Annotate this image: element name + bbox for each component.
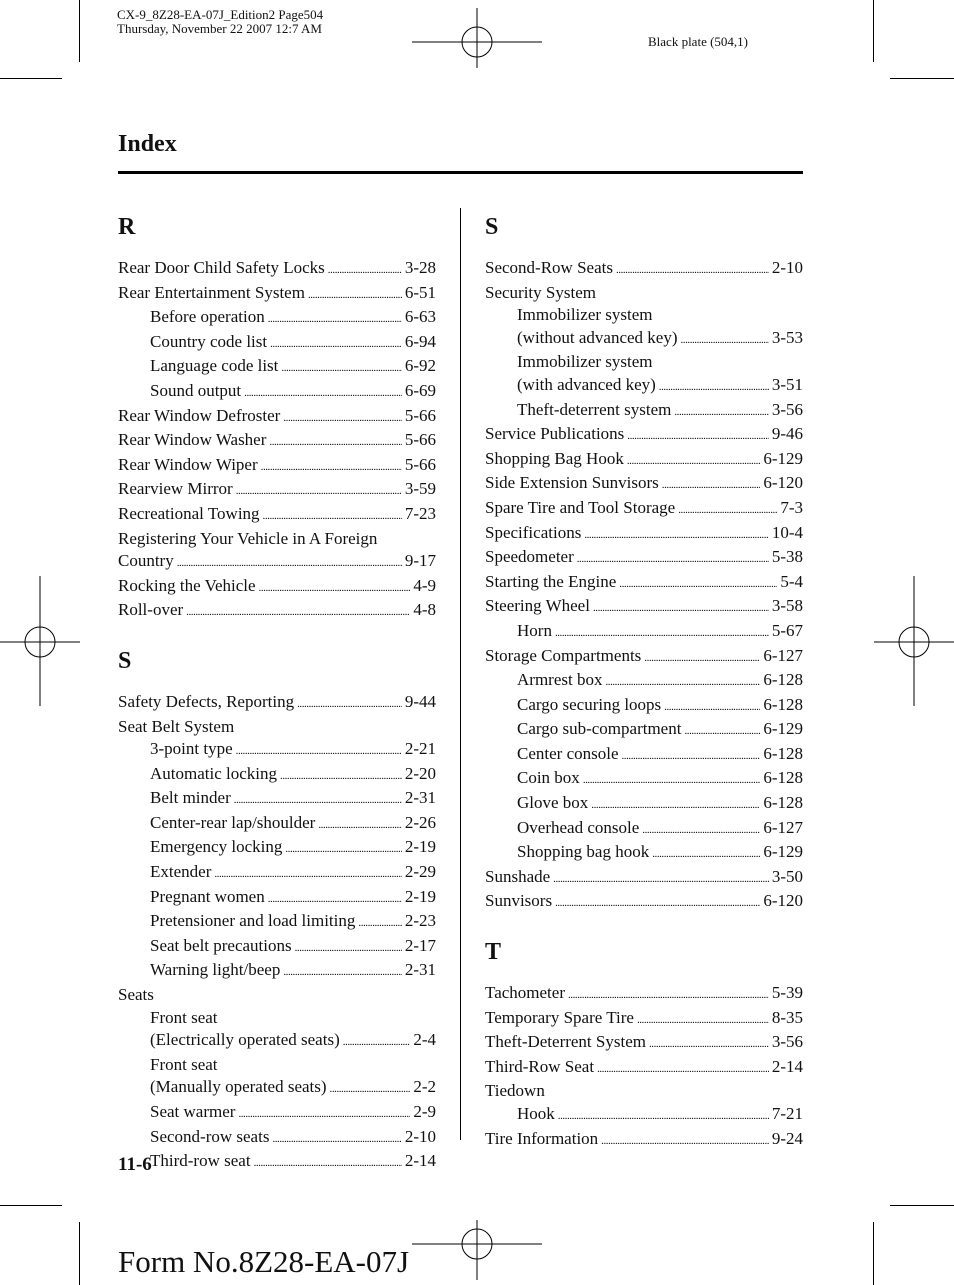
section-gap [485, 915, 803, 937]
dot-leader [285, 836, 401, 861]
dot-leader [627, 423, 769, 448]
dot-leader [186, 599, 410, 624]
dot-leader [177, 550, 402, 575]
entry-page-ref: 6-92 [404, 356, 436, 376]
entry-page-ref: 2-9 [413, 1102, 436, 1121]
registration-mark-left-icon [0, 576, 80, 706]
index-entry [118, 550, 436, 575]
registration-mark-bottom-icon [412, 1220, 542, 1280]
dot-leader [555, 890, 760, 915]
entry-page-ref: 2-23 [404, 911, 436, 931]
entry-page-ref: 9-17 [404, 551, 436, 571]
crop-mark [890, 1205, 954, 1206]
index-entry [485, 571, 803, 596]
entry-page-ref: 2-2 [413, 1077, 436, 1097]
dot-leader [318, 812, 401, 837]
entry-label: Shopping bag hook [517, 842, 650, 862]
index-entry [485, 1007, 803, 1032]
index-subentry [485, 767, 803, 792]
entry-label: Starting the Engine [485, 571, 617, 591]
entry-page-ref: 2-4 [413, 1030, 436, 1050]
entry-label: Rearview Mirror [118, 479, 233, 499]
index-column-right [485, 212, 803, 1152]
entry-label: Side Extension Sunvisors [485, 473, 659, 493]
index-entry [485, 645, 803, 670]
dot-leader [280, 763, 402, 788]
dot-leader [358, 910, 401, 935]
entry-label: Spare Tire and Tool Storage [485, 497, 676, 517]
index-entry [118, 405, 436, 430]
entry-page-ref: 3-51 [771, 374, 803, 394]
dot-leader [681, 327, 769, 352]
entry-page-ref: 3-50 [771, 866, 803, 886]
dot-leader [568, 982, 769, 1007]
dot-leader [244, 380, 402, 405]
index-subentry [485, 817, 803, 842]
entry-page-ref: 5-39 [771, 983, 803, 1003]
dot-leader [553, 866, 769, 891]
column-divider [460, 208, 461, 1140]
entry-page-ref: 2-17 [404, 935, 436, 955]
dot-leader [295, 935, 402, 960]
page-number: 11-6 [118, 1154, 152, 1175]
index-subentry [118, 836, 436, 861]
entry-page-ref: 2-21 [404, 739, 436, 759]
dot-leader [268, 886, 402, 911]
index-subentry [485, 718, 803, 743]
index-subentry [118, 380, 436, 405]
index-entry [485, 448, 803, 473]
index-entry [118, 575, 436, 600]
entry-label: Pretensioner and load limiting [150, 911, 356, 931]
entry-page-ref: 5-66 [404, 430, 436, 450]
index-subentry [118, 763, 436, 788]
index-entry [485, 522, 803, 547]
dot-leader [281, 355, 401, 380]
entry-page-ref: 7-21 [771, 1104, 803, 1123]
index-subentry [118, 1076, 436, 1101]
entry-label: Hook [517, 1104, 555, 1123]
index-subentry [118, 1150, 436, 1175]
index-subentry [118, 331, 436, 356]
entry-label: Rear Window Defroster [118, 405, 281, 425]
index-entry [118, 478, 436, 503]
entry-label: Country [118, 551, 174, 571]
entry-page-ref: 5-66 [404, 454, 436, 474]
dot-leader [678, 497, 777, 522]
entry-label: Theft-Deterrent System [485, 1032, 646, 1052]
dot-leader [234, 787, 402, 812]
dot-leader [642, 817, 760, 842]
dot-leader [214, 861, 401, 886]
entry-label: Safety Defects, Reporting [118, 691, 295, 711]
black-plate-label: Black plate (504,1) [648, 34, 748, 49]
dot-leader [283, 405, 401, 430]
entry-label: (with advanced key) [517, 374, 656, 394]
entry-label: Country code list [150, 331, 268, 351]
entry-page-ref: 2-20 [404, 763, 436, 783]
dot-leader [259, 575, 411, 600]
index-entry [485, 982, 803, 1007]
entry-label: Language code list [150, 356, 279, 376]
index-subentry [485, 694, 803, 719]
dot-leader [254, 1150, 402, 1175]
entry-label: Sunshade [485, 866, 551, 886]
index-entry [485, 423, 803, 448]
index-subentry [485, 669, 803, 694]
dot-leader [644, 645, 760, 670]
entry-label: Pregnant women [150, 886, 265, 906]
index-subentry [485, 327, 803, 352]
index-subentry [485, 374, 803, 399]
dot-leader [283, 959, 401, 984]
index-entry [118, 282, 436, 307]
entry-label: Armrest box [517, 670, 603, 690]
entry-page-ref: 2-19 [404, 886, 436, 906]
index-entry [118, 257, 436, 282]
dot-leader [616, 257, 769, 282]
entry-page-ref: 9-24 [771, 1128, 803, 1148]
entry-page-ref: 6-51 [404, 282, 436, 302]
index-entry [118, 599, 436, 624]
entry-page-ref: 6-128 [763, 694, 803, 714]
index-subentry [118, 959, 436, 984]
entry-page-ref: 6-129 [763, 448, 803, 468]
entry-page-ref: 9-44 [404, 691, 436, 711]
entry-label: (without advanced key) [517, 327, 678, 347]
dot-leader [584, 522, 769, 547]
index-entry [485, 546, 803, 571]
index-column-left [118, 212, 436, 1175]
crop-mark [0, 78, 62, 79]
dot-leader [236, 478, 402, 503]
entry-label: Belt minder [150, 788, 231, 808]
dot-leader [270, 331, 402, 356]
entry-page-ref: 2-19 [404, 837, 436, 857]
entry-page-ref: 6-129 [763, 842, 803, 862]
entry-page-ref: 6-128 [763, 670, 803, 690]
dot-leader [555, 620, 769, 645]
index-entry [118, 503, 436, 528]
title-rule [118, 171, 803, 174]
entry-page-ref: 4-9 [413, 575, 436, 595]
entry-label: Cargo sub-compartment [517, 719, 682, 739]
entry-page-ref: 4-8 [413, 600, 436, 620]
crop-mark [890, 78, 954, 79]
page-title: Index [118, 131, 177, 157]
registration-mark-top-icon [412, 8, 542, 68]
dot-leader [674, 399, 768, 424]
dot-leader [622, 743, 761, 768]
entry-label: Speedometer [485, 547, 574, 567]
dot-leader [297, 691, 402, 716]
entry-label: Emergency locking [150, 837, 283, 857]
dot-leader [637, 1007, 769, 1032]
dot-leader [558, 1103, 769, 1128]
index-entry [485, 257, 803, 282]
index-heading: Registering Your Vehicle in A Foreign [118, 528, 378, 548]
entry-page-ref: 6-128 [763, 793, 803, 813]
index-subentry [485, 1103, 803, 1128]
entry-page-ref: 2-10 [771, 258, 803, 277]
index-subentry [485, 620, 803, 645]
entry-page-ref: 2-31 [404, 960, 436, 980]
entry-label: Rear Window Wiper [118, 454, 258, 474]
index-entry [485, 595, 803, 620]
index-subentry [485, 841, 803, 866]
crop-mark [79, 0, 80, 62]
entry-label: Coin box [517, 768, 580, 788]
index-heading: Tiedown [485, 1081, 545, 1101]
index-heading: Seat Belt System [118, 716, 235, 736]
entry-label: Steering Wheel [485, 596, 590, 616]
entry-page-ref: 2-31 [404, 788, 436, 808]
entry-page-ref: 2-26 [404, 812, 436, 832]
entry-page-ref: 9-46 [771, 424, 803, 444]
crop-mark [873, 0, 874, 62]
index-entry [118, 429, 436, 454]
entry-label: Glove box [517, 793, 589, 813]
entry-label: Center console [517, 743, 619, 763]
entry-label: Seat belt precautions [150, 935, 292, 955]
entry-page-ref: 8-35 [771, 1007, 803, 1027]
dot-leader [308, 282, 402, 307]
index-subheading: Front seat [150, 1054, 218, 1074]
entry-label: Third-Row Seat [485, 1056, 595, 1076]
dot-leader [664, 694, 760, 719]
index-entry [485, 866, 803, 891]
entry-page-ref: 3-28 [404, 258, 436, 277]
dot-leader [601, 1128, 769, 1153]
dot-leader [649, 1031, 769, 1056]
entry-label: Rear Door Child Safety Locks [118, 258, 325, 277]
entry-label: Sound output [150, 380, 242, 400]
dot-leader [684, 718, 760, 743]
entry-label: Temporary Spare Tire [485, 1007, 634, 1027]
entry-page-ref: 6-69 [404, 380, 436, 400]
section-gap [118, 624, 436, 646]
entry-page-ref: 3-56 [771, 1032, 803, 1052]
entry-label: Specifications [485, 522, 582, 542]
dot-leader [261, 454, 402, 479]
dot-leader [272, 1126, 401, 1151]
dot-leader [659, 374, 769, 399]
index-entry [485, 1031, 803, 1056]
entry-page-ref: 3-56 [771, 399, 803, 419]
index-subentry [118, 355, 436, 380]
entry-page-ref: 7-23 [404, 503, 436, 523]
entry-label: Warning light/beep [150, 960, 281, 980]
entry-page-ref: 6-128 [763, 743, 803, 763]
index-heading: Security System [485, 282, 596, 302]
entry-page-ref: 2-29 [404, 862, 436, 882]
entry-page-ref: 6-63 [404, 307, 436, 327]
slug-line-1: CX-9_8Z28-EA-07J_Edition2 Page504 [117, 7, 324, 22]
entry-label: Seat warmer [150, 1102, 236, 1121]
dot-leader [343, 1029, 411, 1054]
entry-label: (Electrically operated seats) [150, 1030, 340, 1050]
crop-mark [79, 1222, 80, 1285]
entry-label: Second-row seats [150, 1126, 270, 1146]
index-subheading: Immobilizer system [517, 305, 653, 325]
entry-page-ref: 6-94 [404, 331, 436, 351]
entry-page-ref: 6-128 [763, 768, 803, 788]
entry-page-ref: 2-14 [771, 1056, 803, 1076]
entry-page-ref: 5-66 [404, 405, 436, 425]
entry-label: Overhead console [517, 817, 640, 837]
dot-leader [627, 448, 760, 473]
index-subentry [118, 1029, 436, 1054]
crop-mark [873, 1222, 874, 1285]
index-subheading: Front seat [150, 1007, 218, 1027]
dot-leader [268, 306, 402, 331]
entry-page-ref: 5-38 [771, 547, 803, 567]
entry-label: Roll-over [118, 600, 184, 620]
dot-leader [328, 257, 402, 282]
registration-mark-right-icon [874, 576, 954, 706]
index-entry [485, 1056, 803, 1081]
index-entry [118, 691, 436, 716]
index-subentry [118, 935, 436, 960]
entry-label: Storage Compartments [485, 645, 642, 665]
entry-label: Rear Window Washer [118, 430, 267, 450]
entry-page-ref: 6-127 [763, 817, 803, 837]
entry-label: Cargo securing loops [517, 694, 662, 714]
entry-page-ref: 10-4 [771, 522, 803, 542]
dot-leader [238, 1101, 410, 1126]
index-subentry [118, 1101, 436, 1126]
section-letter: S [485, 214, 499, 240]
index-subentry [118, 306, 436, 331]
dot-leader [605, 669, 760, 694]
entry-page-ref: 5-67 [771, 620, 803, 640]
entry-page-ref: 3-53 [771, 327, 803, 347]
entry-page-ref: 6-120 [763, 473, 803, 493]
index-subentry [118, 738, 436, 763]
slug-line-2: Thursday, November 22 2007 12:7 AM [117, 21, 322, 36]
entry-label: Automatic locking [150, 763, 278, 783]
dot-leader [269, 429, 401, 454]
form-number: Form No.8Z28-EA-07J [118, 1244, 410, 1279]
entry-label: Recreational Towing [118, 503, 260, 523]
section-letter: S [118, 647, 132, 674]
entry-label: Rocking the Vehicle [118, 575, 256, 595]
dot-leader [236, 738, 402, 763]
entry-label: Rear Entertainment System [118, 282, 305, 302]
dot-leader [583, 767, 761, 792]
entry-label: Third-row seat [150, 1151, 251, 1171]
entry-page-ref: 5-4 [780, 571, 803, 591]
entry-page-ref: 6-127 [763, 645, 803, 665]
section-letter: R [118, 214, 136, 240]
index-subentry [118, 861, 436, 886]
entry-page-ref: 2-14 [404, 1151, 436, 1171]
dot-leader [330, 1076, 411, 1101]
entry-label: Sunvisors [485, 891, 553, 911]
index-subentry [118, 886, 436, 911]
dot-leader [619, 571, 777, 596]
index-heading: Seats [118, 985, 154, 1005]
index-subentry [118, 787, 436, 812]
entry-label: 3-point type [150, 739, 233, 759]
entry-page-ref: 3-58 [771, 596, 803, 616]
entry-label: Tachometer [485, 983, 565, 1003]
index-subentry [485, 399, 803, 424]
index-subheading: Immobilizer system [517, 352, 653, 372]
entry-label: Tire Information [485, 1128, 599, 1148]
entry-label: Theft-deterrent system [517, 399, 672, 419]
section-letter: T [485, 939, 502, 966]
entry-page-ref: 3-59 [404, 479, 436, 499]
entry-label: (Manually operated seats) [150, 1077, 327, 1097]
entry-label: Service Publications [485, 424, 625, 444]
dot-leader [263, 503, 402, 528]
entry-label: Horn [517, 620, 552, 640]
entry-page-ref: 7-3 [780, 497, 803, 517]
crop-mark [0, 1205, 62, 1206]
entry-label: Before operation [150, 307, 265, 327]
index-subentry [485, 743, 803, 768]
index-entry [118, 454, 436, 479]
entry-label: Shopping Bag Hook [485, 448, 624, 468]
entry-label: Second-Row Seats [485, 258, 613, 277]
dot-leader [662, 472, 761, 497]
entry-label: Extender [150, 862, 212, 882]
index-subentry [118, 812, 436, 837]
index-entry [485, 497, 803, 522]
dot-leader [597, 1056, 769, 1081]
entry-label: Center-rear lap/shoulder [150, 812, 316, 832]
entry-page-ref: 2-10 [404, 1126, 436, 1146]
index-subentry [118, 1126, 436, 1151]
entry-page-ref: 6-129 [763, 719, 803, 739]
dot-leader [591, 792, 760, 817]
dot-leader [593, 595, 769, 620]
index-subentry [485, 792, 803, 817]
index-entry [485, 890, 803, 915]
index-entry [485, 1128, 803, 1153]
index-subentry [118, 910, 436, 935]
dot-leader [652, 841, 760, 866]
entry-page-ref: 6-120 [763, 891, 803, 911]
dot-leader [577, 546, 769, 571]
index-entry [485, 472, 803, 497]
